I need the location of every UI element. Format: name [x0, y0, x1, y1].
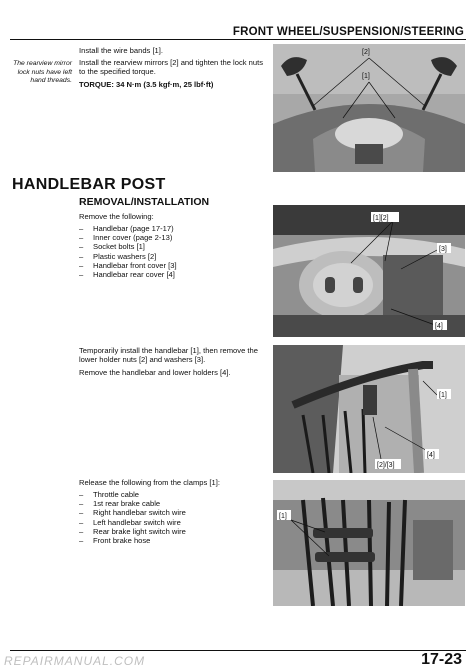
list-item: – Rear brake light switch wire	[79, 527, 264, 536]
page-header-title: FRONT WHEEL/SUSPENSION/STEERING	[232, 26, 464, 38]
callout-front-cover: [3]	[439, 246, 447, 253]
section-title: HANDLEBAR POST	[12, 176, 166, 193]
step-remove-handlebar: Remove the handlebar and lower holders [4].	[79, 368, 231, 377]
clamps-intro: Release the following from the clamps [1]:	[79, 478, 220, 487]
list-item: – Socket bolts [1]	[79, 242, 264, 251]
torque-spec: TORQUE: 34 N·m (3.5 kgf·m, 25 lbf·ft)	[79, 80, 214, 89]
mirror-side-note: The rearview mirror lock nuts have left hand threads.	[13, 60, 72, 85]
callout-nuts-washers: [2]/[3]	[377, 462, 395, 469]
section-subtitle: REMOVAL/INSTALLATION	[79, 196, 210, 208]
footer-rule	[10, 650, 466, 651]
list-item: – Inner cover (page 2-13)	[79, 233, 264, 242]
photo-handlebar-covers	[273, 205, 465, 337]
step-remove-holder-nuts: Temporarily install the handlebar [1], then remove the lower holder nuts [2] and washers [3].	[79, 346, 258, 365]
callout-rear-cover: [4]	[435, 323, 443, 330]
list-item: – Right handlebar switch wire	[79, 508, 264, 517]
list-item: – Front brake hose	[79, 536, 264, 545]
callout-clamps: [1]	[279, 513, 287, 520]
list-item: – Plastic washers [2]	[79, 252, 264, 261]
callout-wire-bands: [1]	[362, 73, 370, 80]
list-item: – Handlebar front cover [3]	[79, 261, 264, 270]
callout-handlebar: [1]	[439, 392, 447, 399]
list-item: – 1st rear brake cable	[79, 499, 264, 508]
page-number: 17-23	[421, 651, 462, 668]
step-install-mirrors: Install the rearview mirrors [2] and tighten the lock nuts to the specified torque.	[79, 58, 264, 77]
photo-mirrors	[273, 44, 465, 172]
list-item: – Left handlebar switch wire	[79, 518, 264, 527]
callout-bolts-washers: [1][2]	[373, 215, 389, 222]
callout-mirrors: [2]	[362, 49, 370, 56]
step-wire-bands: Install the wire bands [1].	[79, 46, 163, 55]
watermark: REPAIRMANUAL.COM	[4, 654, 146, 668]
header-rule	[10, 39, 466, 40]
photo-lower-holders	[273, 345, 465, 473]
photo-clamps	[273, 480, 465, 606]
callout-lower-holders: [4]	[427, 452, 435, 459]
list-item: – Handlebar rear cover [4]	[79, 270, 264, 279]
list-item: – Throttle cable	[79, 490, 264, 499]
list-item: – Handlebar (page 17-17)	[79, 224, 264, 233]
removal-intro: Remove the following:	[79, 212, 154, 221]
removal-list	[79, 224, 264, 279]
clamps-list	[79, 490, 264, 545]
